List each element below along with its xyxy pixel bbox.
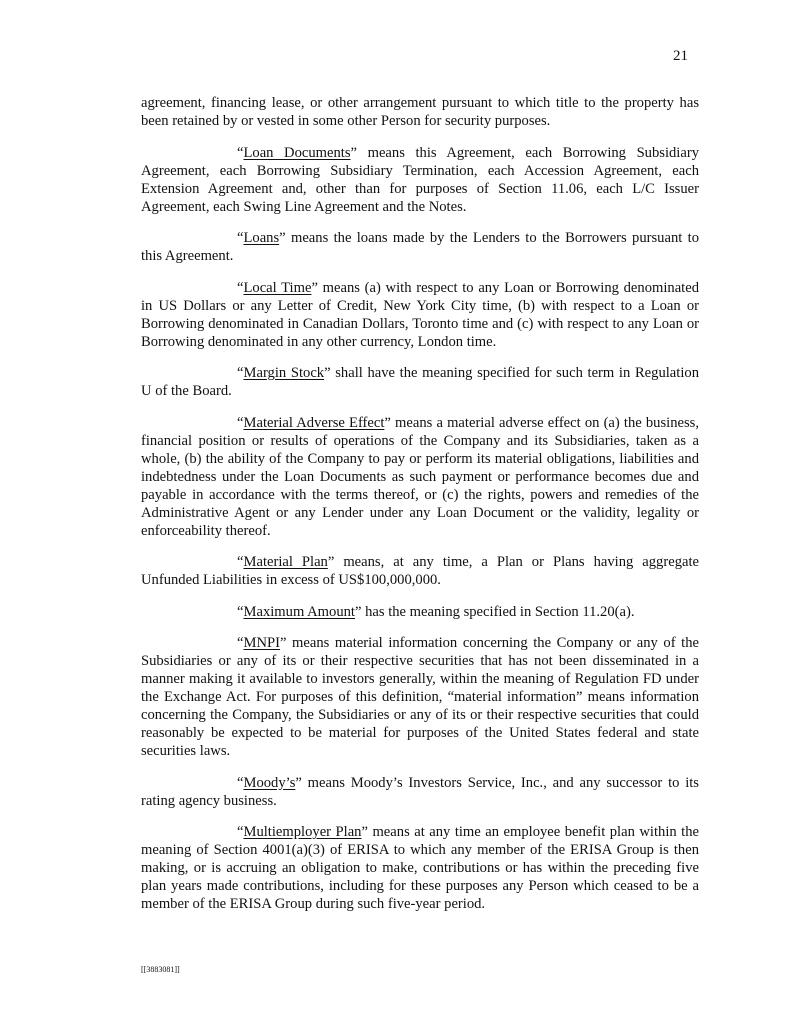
- defined-term: Margin Stock: [243, 365, 325, 381]
- defined-term: Moody’s: [243, 774, 296, 791]
- definition-text: shall have the meaning specified for such term in Regulation U of the Board.: [141, 365, 699, 399]
- page-number: 21: [673, 48, 688, 64]
- definition-text: means the loans made by the Lenders to the Borrowers pursuant to this Agreement.: [141, 230, 699, 264]
- definition-material-adverse-effect: “Material Adverse Effect” means a material adverse effect on (a) the business, financial position or results of operations of the Company and its Subsidiaries, taken as a whole, (b) the ability of the Company to pay or perform its material obligations, liabilities and indebtedness under the Loan Documents as such payment or performance becomes due and payable in accordance with the terms thereof, or (c) the rights, powers and remedies of the Administrative Agent or any Lender under any Loan Document or the validity, legality or enforceability thereof.: [141, 414, 699, 539]
- defined-term: Local Time: [243, 279, 312, 296]
- definition-material-plan: “Material Plan” means, at any time, a Plan or Plans having aggregate Unfunded Liabilities in excess of US$100,000,000.: [141, 554, 699, 588]
- definition-loans: “Loans” means the loans made by the Lenders to the Borrowers pursuant to this Agreement.: [141, 230, 699, 264]
- definition-text: means, at any time, a Plan or Plans having aggregate Unfunded Liabilities in excess of US$100,000,000.: [141, 554, 699, 588]
- definition-maximum-amount: “Maximum Amount” has the meaning specified in Section 11.20(a).: [237, 603, 635, 620]
- defined-term: Loans: [243, 230, 280, 246]
- definition-margin-stock: “Margin Stock” shall have the meaning specified for such term in Regulation U of the Board.: [141, 365, 699, 399]
- opening-paragraph: agreement, financing lease, or other arrangement pursuant to which title to the property has been retained by or vested in some other Person for security purposes.: [141, 95, 699, 129]
- definition-text: means at any time an employee benefit plan within the meaning of Section 4001(a)(3) of ERISA to which any member of the ERISA Group is then making, or is accruing an obligation to make, contributions or has within the preceding five plan years made contributions, including for these purposes any Person which ceased to be a member of the ERISA Group during such five-year period.: [141, 824, 699, 912]
- defined-term: Material Adverse Effect: [243, 414, 385, 431]
- definition-multiemployer-plan: “Multiemployer Plan” means at any time an employee benefit plan within the meaning of Section 4001(a)(3) of ERISA to which any member of the ERISA Group is then making, or is accruing an obligation to make, contributions or has within the preceding five plan years made contributions, including for these purposes any Person which ceased to be a member of the ERISA Group during such five-year period.: [141, 824, 699, 912]
- defined-term: Multiemployer Plan: [243, 824, 362, 840]
- definition-text: has the meaning specified in Section 11.20(a).: [361, 603, 635, 620]
- definition-text: means (a) with respect to any Loan or Borrowing denominated in US Dollars or any Letter of Credit, New York City time, (b) with respect to a Loan or Borrowing denominated in Canadian Dollars, Toronto time and (c) with respect to any Loan or Borrowing denominated in any other currency, London time.: [141, 279, 699, 350]
- definition-moodys: “Moody’s” means Moody’s Investors Service, Inc., and any successor to its rating agency business.: [141, 774, 699, 809]
- defined-term: Loan Documents: [243, 144, 351, 161]
- document-id-footer: [[3883081]]: [141, 965, 180, 974]
- defined-term: MNPI: [243, 635, 280, 651]
- definition-loan-documents: “Loan Documents” means this Agreement, each Borrowing Subsidiary Agreement, each Borrowing Subsidiary Termination, each Accession Agreement, each Extension Agreement and, other than for purposes of Section 11.06, each L/C Issuer Agreement, each Swing Line Agreement and the Notes.: [141, 144, 699, 215]
- definition-text: means Moody’s Investors Service, Inc., and any successor to its rating agency business.: [141, 774, 699, 809]
- document-body: [141, 94, 699, 927]
- definition-text: means material information concerning the Company or any of the Subsidiaries or any of its or their respective securities that has not been disseminated in a manner making it available to investors generally, within the meaning of Regulation FD under the Exchange Act. For purposes of this definition, “material information” means information concerning the Company, the Subsidiaries or any of its or their respective securities that could reasonably be expected to be material for purposes of the United States federal and state securities laws.: [141, 635, 699, 759]
- definition-local-time: “Local Time” means (a) with respect to any Loan or Borrowing denominated in US Dollars or any Letter of Credit, New York City time, (b) with respect to a Loan or Borrowing denominated in Canadian Dollars, Toronto time and (c) with respect to any Loan or Borrowing denominated in any other currency, London time.: [141, 279, 699, 350]
- defined-term: Maximum Amount: [243, 603, 355, 620]
- definition-text: means a material adverse effect on (a) the business, financial position or results of operations of the Company and its Subsidiaries, taken as a whole, (b) the ability of the Company to pay or perform its material obligations, liabilities and indebtedness under the Loan Documents as such payment or performance becomes due and payable in accordance with the terms thereof, or (c) the rights, powers and remedies of the Administrative Agent or any Lender under any Loan Document or the validity, legality or enforceability thereof.: [141, 414, 699, 539]
- definition-mnpi: “MNPI” means material information concerning the Company or any of the Subsidiaries or any of its or their respective securities that has not been disseminated in a manner making it available to investors generally, within the meaning of Regulation FD under the Exchange Act. For purposes of this definition, “material information” means information concerning the Company, the Subsidiaries or any of its or their respective securities that could reasonably be expected to be material for purposes of the United States federal and state securities laws.: [141, 635, 699, 759]
- defined-term: Material Plan: [243, 554, 328, 570]
- definition-text: means this Agreement, each Borrowing Subsidiary Agreement, each Borrowing Subsidiary Termination, each Accession Agreement, each Extension Agreement and, other than for purposes of Section 11.06, each L/C Issuer Agreement, each Swing Line Agreement and the Notes.: [141, 144, 699, 215]
